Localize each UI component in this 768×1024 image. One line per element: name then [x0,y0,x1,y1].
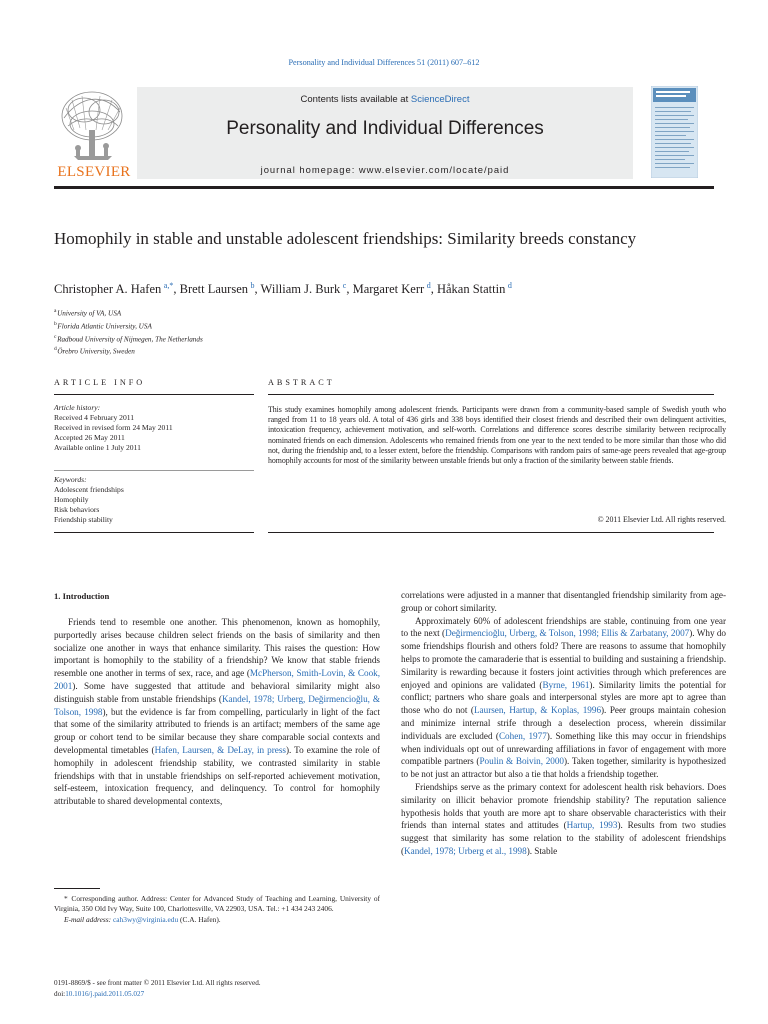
section-heading-introduction: 1. Introduction [54,591,110,601]
citation-link[interactable]: Hartup, 1993 [566,820,618,831]
header-rule [54,186,714,189]
footnote-rule [54,888,100,889]
journal-cover-icon [651,86,698,178]
abstract-heading: ABSTRACT [268,378,335,387]
keyword: Adolescent friendships [54,485,124,495]
intro-paragraph-1-continued: correlations were adjusted in a manner that disentangled friendship similarity from age-group or cohort similarity. [401,590,726,613]
keywords [54,475,254,525]
citation-link[interactable]: Kandel, 1978; Urberg, Değirmencioğlu, & Tolson, 1998 [54,693,380,717]
footnote-email: E-mail address: cah3wy@virginia.edu (C.A. Hafen). [64,914,221,924]
author-email-link[interactable]: cah3wy@virginia.edu [113,914,179,924]
history-accepted: Accepted 26 May 2011 [54,433,125,443]
body-text: ). Peer groups maintain cohesion and minimize internal strife through a deselection process, wherein dissimilar individuals are excluded ( [401,705,726,741]
front-matter [54,978,261,1000]
author-3: William J. Burk $^c$, [260,281,353,297]
keyword: Homophily [54,495,89,505]
affiliation-a: $^a$ University of VA, USA [54,308,122,318]
intro-paragraph-3 [401,781,726,858]
journal-homepage[interactable]: journal homepage: www.elsevier.com/locate/paid [260,164,510,175]
body-text: ). Similarity limits the potential for conflict; partners who share goals and interpersonal styles are more apt to agree than those who do not ( [401,679,726,716]
citation-link[interactable]: Cohen, 1977 [498,730,547,741]
intro-paragraph-2 [401,615,726,781]
history-revised: Received in revised form 24 May 2011 [54,423,173,433]
body-text: ). To examine the role of homophily in adolescent friendship stability, we contrasted similarity in stable friendships with that in unstable friendships on self-reported achievement motivation, self-esteem, intoxication frequency, and delinquency. To control for homophily attributable to shared developmental contexts, [54,744,380,807]
body-column-left [54,616,380,872]
citation-link[interactable]: Laursen, Hartup, & Koplas, 1996 [473,705,602,716]
body-text: ). Why do some friendships flourish and others fold? There are reasons to assume that homophily helps to promote the camaraderie that is essential to building and sustaining a friendship. Similarity is rewarding because it fosters joint activities through which preferences are enjoyed and opinions are validated ( [401,628,726,690]
article-title: Homophily in stable and unstable adolescent friendships: Similarity breeds constancy [54,229,637,248]
affiliation-c: $^c$ Radboud University of Nijmegen, The Netherlands [54,333,203,343]
body-text: ), but the evidence is far from compelling, particularly in light of the fact that some of the similarity attributed to friends is an artifact; members of the same age group or cohort tend to be similar because they share comparable social contexts and developmental timetables ( [54,706,380,755]
abstract-bottom-rule [268,532,714,533]
article-info-rule [54,394,254,395]
abstract-copyright: © 2011 Elsevier Ltd. All rights reserved. [597,515,726,524]
article-history [54,403,254,453]
history-label: Article history: [54,403,101,412]
article-info-heading: ARTICLE INFO [54,378,146,387]
journal-reference[interactable]: Personality and Individual Differences 51 (2011) 607–612 [288,58,480,67]
body-column-right [401,589,726,947]
body-text: ). Taken together, similarity is hypothesized to be not just an attractor but also a tie that holds a friendship together. [401,756,726,780]
journal-cover-thumbnail [651,86,698,178]
keywords-label: Keywords: [54,475,87,484]
affiliation-d: $^d$ Örebro University, Sweden [54,346,135,356]
author-2: Brett Laursen $^b$, [179,281,261,297]
citation-link[interactable]: Byrne, 1961 [542,679,590,690]
body-text: Approximately 60% of adolescent friendships are stable, continuing from one year to the next ( [401,615,726,639]
corresponding-author-footnote [54,894,380,925]
body-text: Friendships serve as the primary context for adolescent health risk behaviors. Does similarity on illicit behavior promote friendship stability? The reputation salience hypothesis holds that youth are more apt to share observable characteristics with their friends than internal states and attitudes ( [401,781,726,831]
body-text: ). Stable [526,845,558,856]
body-text: ). Something like this may occur in friendships when individuals opt out of unrewarding affiliations in favor of engagement with more compatible partners ( [401,730,726,767]
affiliation-b: $^b$ Florida Atlantic University, USA [54,320,152,331]
citation-link[interactable]: Poulin & Boivin, 2000 [479,756,564,767]
author-1: Christopher A. Hafen $^{a,*}$, [54,281,180,297]
history-divider [54,470,254,471]
body-text: ). Results from two studies suggest that similarity has some relation to the stability of adolescent friendships ( [401,820,726,856]
history-online: Available online 1 July 2011 [54,443,141,453]
publisher-name: ELSEVIER [57,164,131,180]
author-5: Håkan Stattin $^d$ [436,281,512,297]
keyword: Friendship stability [54,515,113,525]
elsevier-logo [54,86,134,184]
journal-title: Personality and Individual Differences [226,118,544,139]
article-info-bottom-rule [54,532,254,533]
author-list [54,281,714,297]
citation-link[interactable]: Değirmencioğlu, Urberg, & Tolson, 1998; Ellis & Zarbatany, 2007 [445,628,690,639]
issn-line: 0191-8869/$ - see front matter © 2011 Elsevier Ltd. All rights reserved. [54,979,261,987]
citation-link[interactable]: Kandel, 1978; Urberg et al., 1998 [404,845,527,856]
body-text: ). Some have suggested that attitude and behavioral similarity might also distinguish stable from unstable friendships ( [54,680,380,704]
sciencedirect-link[interactable]: ScienceDirect [410,94,470,105]
citation-link[interactable]: McPherson, Smith-Lovin, & Cook, 2001 [54,668,380,691]
intro-paragraph-1 [54,616,380,808]
doi-line: doi:10.1016/j.paid.2011.05.027 [54,990,145,998]
history-received: Received 4 February 2011 [54,413,135,423]
doi-link[interactable]: 10.1016/j.paid.2011.05.027 [65,990,145,998]
abstract-text: This study examines homophily among adolescent friends. Participants were drawn from a community-based sample of Swedish youth who ranged from 11 to 18 years old. A total of 436 girls and 338 boys identified their closest friends and described their own delinquent activities, intoxication frequency, achievement motivation, and self-worth. Correlations and difference scores describe similarity between reciprocally nominated friends on each dimension. Adolescents who remained friends from one year to the next tended to be more similar than those who did not, during the friendship and, to a lesser extent, before the friendship. Comparisons with random pairs of same-age peers revealed that age-group homophily accounts for most of the similarity between unstable friends but only a fraction of the similarity between stable friends. [268,405,726,466]
abstract-rule [268,394,714,395]
citation-link[interactable]: Hafen, Laursen, & DeLay, in press [154,744,286,755]
contents-prefix: Contents lists available at [300,94,411,105]
body-text: Friends tend to resemble one another. This phenomenon, known as homophily, purportedly arises because children select friends on the basis of similarity and then socialize one another in ways that enhance similarity. This raises the question: How important is homophily to the stability of a friendship? We know that stable friends resemble one another in terms of sex, race, and age ( [54,617,380,679]
affiliation-list [54,306,203,357]
keyword: Risk behaviors [54,505,100,515]
contents-availability [137,94,633,105]
author-4: Margaret Kerr $^d$, [352,281,437,297]
footnote-text: * Corresponding author. Address: Center for Advanced Study of Teaching and Learning, University of Virginia, 350 Old Ivy Way, Suite 100, Charlottesville, VA 22903, USA. Tel.: +1 434 243 2406. [54,894,380,914]
